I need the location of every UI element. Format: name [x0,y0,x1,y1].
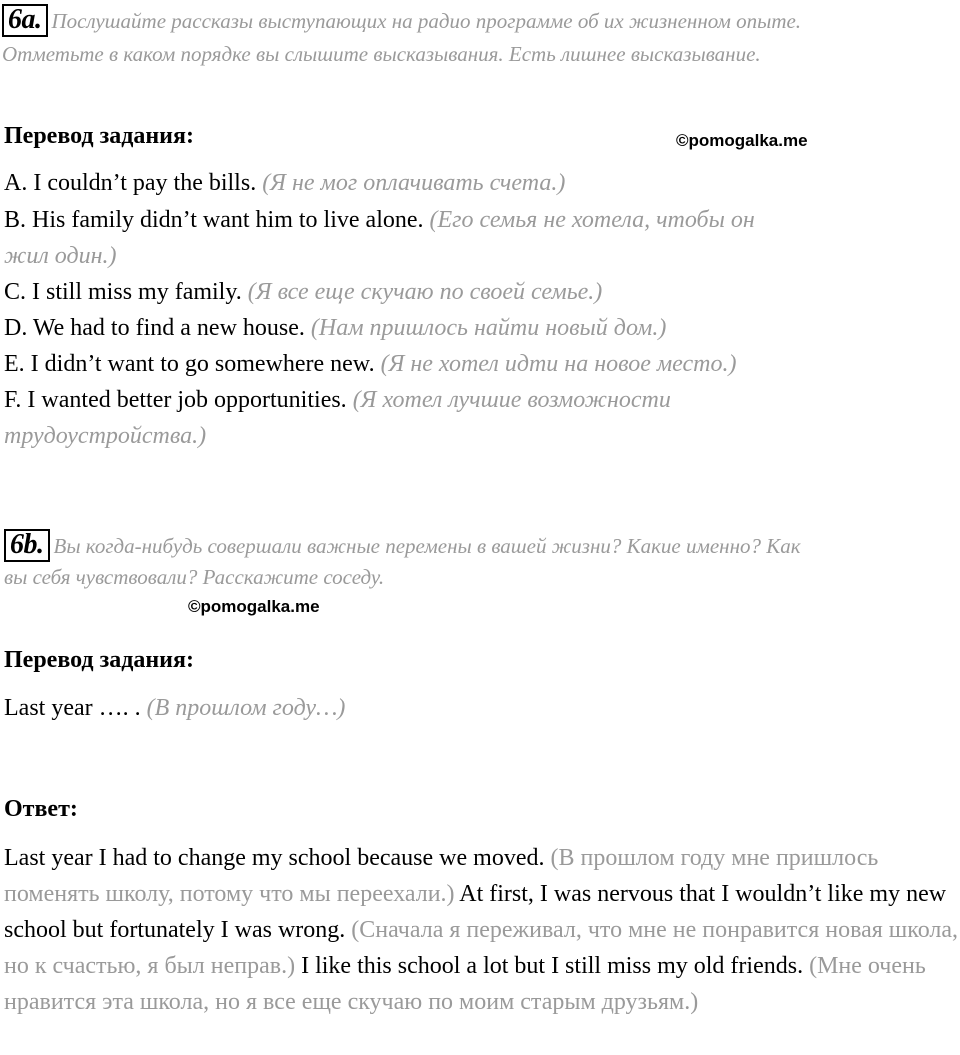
statement-e-en: E. I didn’t want to go somewhere new. [4,351,375,377]
answer-sentence-2-ru: (Сначала я переживал, что мне не понравится новая школа, но к счастью, я был неправ.) [4,917,959,979]
statement-b-en: B. His family didn’t want him to live alone. [4,207,424,233]
answer-sentence-3-en: I like this school a lot but I still miss my old friends. [301,953,804,979]
statement-d-ru: (Нам пришлось найти новый дом.) [310,315,667,341]
exercise-number-6a: 6a. [2,4,48,37]
watermark: ©pomogalka.me [188,597,320,616]
statement-e-ru: (Я не хотел идти на новое место.) [380,351,737,377]
statement-b-ru: (Его семья не хотела, чтобы он [429,207,755,233]
exercise-6b-prompt [4,690,345,726]
exercise-6b-task [4,529,958,562]
statement-a-ru: (Я не мог оплачивать счета.) [262,170,566,196]
statement-f-ru: (Я хотел лучшие возможности [352,387,671,413]
exercise-6b-translation-heading: Перевод задания: [4,647,194,673]
statement-c [4,274,602,310]
statement-b-ru-cont: жил один.) [4,243,117,269]
watermark: ©pomogalka.me [676,131,808,150]
exercise-6b-prompt-ru: (В прошлом году…) [146,695,346,721]
statement-c-en: C. I still miss my family. [4,279,242,305]
exercise-6a-translation-heading: Перевод задания: [4,123,194,149]
statement-a-en: A. I couldn’t pay the bills. [4,170,257,196]
statement-f-ru-cont: трудоустройства.) [4,423,207,449]
statement-c-ru: (Я все еще скучаю по своей семье.) [247,279,603,305]
statement-f-en: F. I wanted better job opportunities. [4,387,347,413]
statement-f [4,382,671,418]
statement-e [4,346,737,382]
exercise-6a-instruction-line1: Послушайте рассказы выступающих на радио программе об их жизненном опыте. [51,9,802,33]
statement-a [4,165,565,201]
answer-sentence-3-ru: (Мне очень нравится эта школа, но я все еще скучаю по моим старым друзьям.) [4,953,926,1015]
exercise-6a-instruction-line2: Отметьте в каком порядке вы слышите высказывания. Есть лишнее высказывание. [2,42,761,66]
exercise-6b-instruction-line1: Вы когда-нибудь совершали важные перемены в вашей жизни? Какие именно? Как [53,534,801,558]
exercise-6a-task [2,4,958,37]
answer-heading: Ответ: [4,796,78,822]
answer-sentence-2-en: At first, I was nervous that I wouldn’t like my new school but fortunately I was wrong. [4,881,947,943]
answer-text [4,840,960,1020]
statement-d-en: D. We had to find a new house. [4,315,305,341]
exercise-6b-instruction-line2: вы себя чувствовали? Расскажите соседу. [4,565,385,589]
answer-sentence-1-ru: (В прошлом году мне пришлось поменять школу, потому что мы переехали.) [4,845,879,907]
exercise-6b-prompt-en: Last year …. . [4,695,141,721]
answer-sentence-1-en: Last year I had to change my school because we moved. [4,845,545,871]
exercise-number-6b: 6b. [4,529,50,562]
statement-b [4,202,755,238]
statement-d [4,310,666,346]
